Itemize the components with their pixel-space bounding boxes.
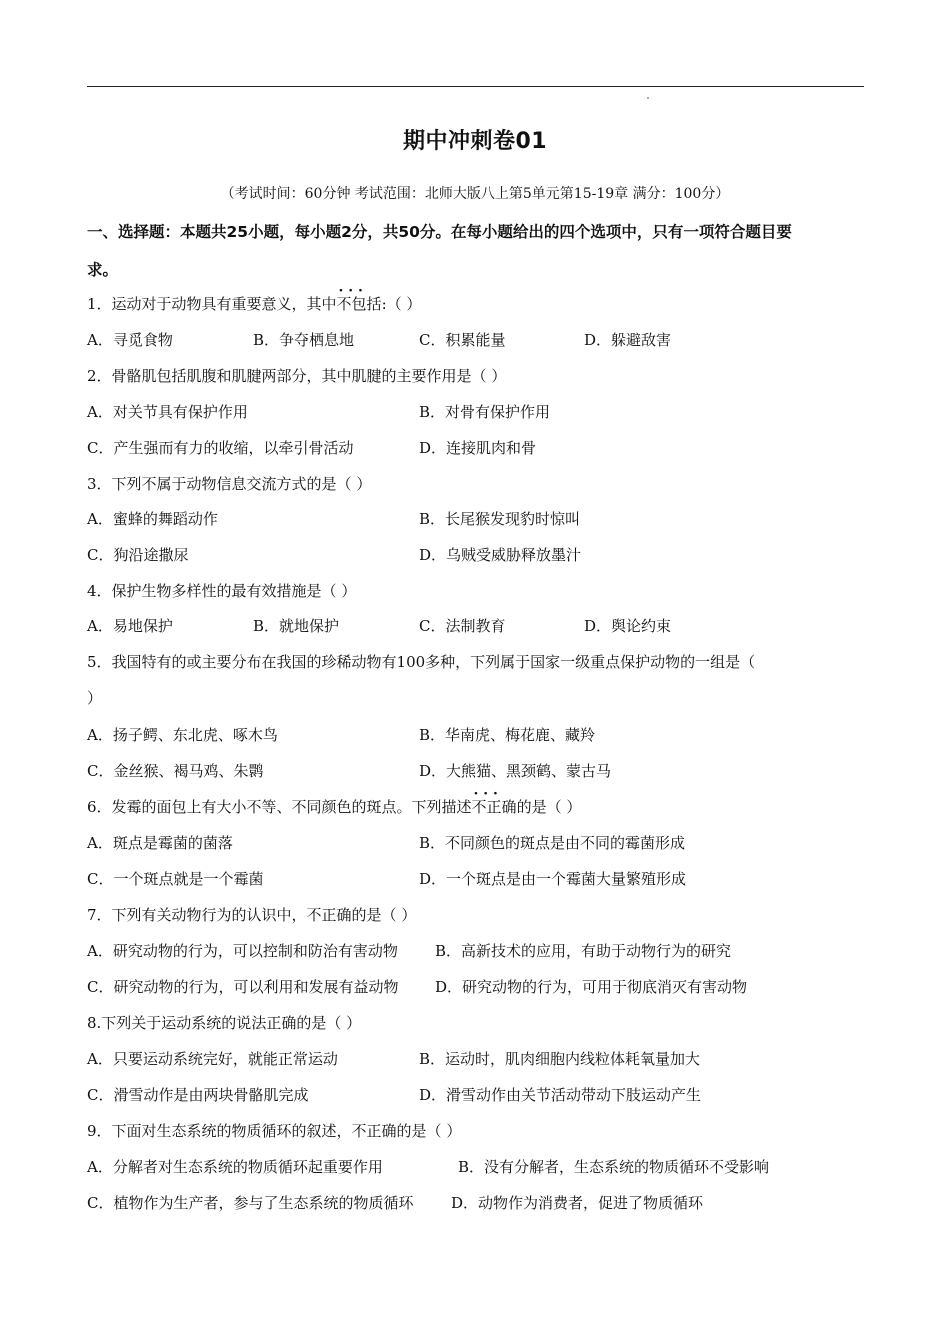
option-b[interactable]: B．对骨有保护作用 (419, 403, 551, 421)
option-d[interactable]: D．舆论约束 (584, 617, 672, 635)
question-5-stem-cont: ） (87, 689, 103, 707)
section-heading-line2: 求。 (87, 261, 119, 279)
option-b[interactable]: B．长尾猴发现豹时惊叫 (419, 510, 581, 528)
option-d[interactable]: D．动物作为消费者，促进了物质循环 (451, 1194, 704, 1212)
question-5-stem: 5．我国特有的或主要分布在我国的珍稀动物有100多种，下列属于国家一级重点保护动物的一组是（ (87, 653, 756, 671)
option-d[interactable]: D．研究动物的行为，可用于彻底消灭有害动物 (435, 978, 748, 996)
question-4-stem: 4．保护生物多样性的最有效措施是（ ） (87, 582, 357, 600)
option-c[interactable]: C．滑雪动作是由两块骨骼肌完成 (87, 1086, 309, 1104)
option-a[interactable]: A．斑点是霉菌的菌落 (87, 834, 233, 852)
header-mark (647, 97, 649, 99)
question-9-stem: 9．下面对生态系统的物质循环的叙述，不正确的是（ ） (87, 1122, 462, 1140)
exam-info: （考试时间：60分钟 考试范围：北师大版八上第5单元第15-19章 满分：100分） (220, 186, 730, 202)
option-c[interactable]: C．积累能量 (419, 331, 506, 349)
question-3-stem: 3．下列不属于动物信息交流方式的是（ ） (87, 475, 372, 493)
question-1-stem: 1．运动对于动物具有重要意义，其中· · · 不包括:（ ） (87, 294, 421, 314)
option-c[interactable]: C．狗沿途撒尿 (87, 546, 189, 564)
option-a[interactable]: A．只要运动系统完好，就能正常运动 (87, 1050, 338, 1068)
option-c[interactable]: C．金丝猴、褐马鸡、朱鹮 (87, 762, 264, 780)
option-a[interactable]: A．扬子鳄、东北虎、啄木鸟 (87, 726, 278, 744)
option-c[interactable]: C．研究动物的行为，可以利用和发展有益动物 (87, 978, 399, 996)
option-c[interactable]: C．植物作为生产者，参与了生态系统的物质循环 (87, 1194, 414, 1212)
option-b[interactable]: B．争夺栖息地 (253, 331, 355, 349)
header-rule (87, 86, 864, 87)
option-b[interactable]: B．不同颜色的斑点是由不同的霉菌形成 (419, 834, 686, 852)
page-title: 期中冲刺卷01 (402, 129, 548, 154)
emphasis-dots: · · · 不正确 (472, 798, 517, 816)
question-8-stem: 8.下列关于运动系统的说法正确的是（ ） (87, 1014, 362, 1032)
option-b[interactable]: B．运动时，肌肉细胞内线粒体耗氧量加大 (419, 1050, 701, 1068)
option-d[interactable]: D．连接肌肉和骨 (419, 439, 537, 457)
question-6-stem: 6．发霉的面包上有大小不等、不同颜色的斑点。下列描述· · · 不正确的是（ ） (87, 797, 581, 817)
option-c[interactable]: C．法制教育 (419, 617, 506, 635)
option-b[interactable]: B．华南虎、梅花鹿、藏羚 (419, 726, 596, 744)
option-b[interactable]: B．就地保护 (253, 617, 340, 635)
question-2-stem: 2．骨骼肌包括肌腹和肌腱两部分，其中肌腱的主要作用是（ ） (87, 367, 507, 385)
option-d[interactable]: D．一个斑点是由一个霉菌大量繁殖形成 (419, 870, 687, 888)
question-7-stem: 7．下列有关动物行为的认识中，不正确的是（ ） (87, 906, 417, 924)
option-a[interactable]: A．易地保护 (87, 617, 173, 635)
option-a[interactable]: A．分解者对生态系统的物质循环起重要作用 (87, 1158, 383, 1176)
option-c[interactable]: C．产生强而有力的收缩，以牵引骨活动 (87, 439, 354, 457)
option-d[interactable]: D．乌贼受威胁释放墨汁 (419, 546, 582, 564)
emphasis-dots: · · · 不包括 (337, 295, 382, 313)
option-b[interactable]: B．高新技术的应用，有助于动物行为的研究 (435, 942, 732, 960)
section-heading-line1: 一、选择题：本题共25小题，每小题2分，共50分。在每小题给出的四个选项中，只有一项符合题目要 (87, 223, 792, 241)
option-a[interactable]: A．研究动物的行为，可以控制和防治有害动物 (87, 942, 398, 960)
option-a[interactable]: A．对关节具有保护作用 (87, 403, 248, 421)
option-d[interactable]: D．大熊猫、黑颈鹤、蒙古马 (419, 762, 612, 780)
option-a[interactable]: A．蜜蜂的舞蹈动作 (87, 510, 218, 528)
option-c[interactable]: C．一个斑点就是一个霉菌 (87, 870, 264, 888)
option-d[interactable]: D．躲避敌害 (584, 331, 672, 349)
option-d[interactable]: D．滑雪动作由关节活动带动下肢运动产生 (419, 1086, 702, 1104)
option-a[interactable]: A．寻觅食物 (87, 331, 173, 349)
option-b[interactable]: B．没有分解者，生态系统的物质循环不受影响 (458, 1158, 770, 1176)
